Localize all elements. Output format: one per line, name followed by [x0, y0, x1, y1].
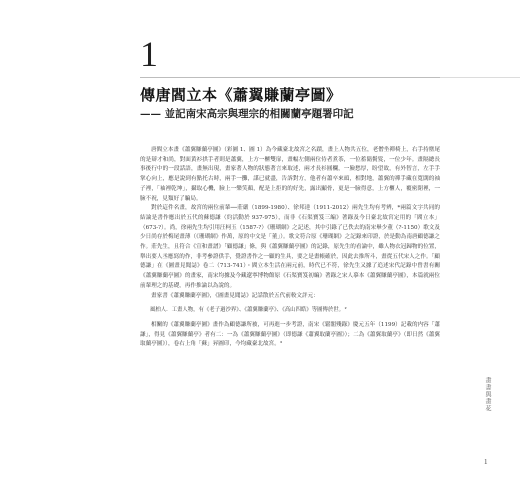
- body-text: [140, 146, 440, 350]
- paragraph: 相關的《蕭翼賺蘭亭圖》畫作為顧德謙所被，可再進一步考證，南宋《鬆閣殘錄》慶元五年（1199）記載的内容「蕭謙」，得見《蕭翼賺蘭亭》者有二：一為《蕭翼賺蘭亭圖》（即德謙《蕭翼取蘭亭圖》）；二為《蕭翼取蘭亭》（即日然《蕭翼取蘭亭圖》），卷右上角「蘇」昇圖印，今均藏臺北故宮。³: [140, 321, 440, 348]
- running-head: 畫書與畫花: [484, 377, 491, 412]
- chapter-title: 傳唐閻立本《蕭翼賺蘭亭圖》: [140, 86, 342, 104]
- header-rule-extension: [440, 77, 520, 78]
- paragraph: 畫家書《蕭翼賺蘭亭圖》，《圖畫見聞誌》記話散於五代前較文評元：: [151, 292, 319, 299]
- header-rule: [140, 77, 440, 78]
- block-quote: 風柏人．工畫人物，有《老子過沙界》、《蕭翼賺蘭亭》、《高山四皓》等圖傳於世。²: [150, 307, 348, 314]
- chapter-subtitle: —— 並記南宋高宗與理宗的相關蘭亭題署印記: [140, 108, 354, 120]
- chapter-number: 1: [140, 34, 158, 74]
- paragraph: 唐閻立本畫《蕭翼賺蘭亭圖》（彩圖 1、圖 1）為今藏臺北故宮之名蹟，畫上人物共五位，老僧坐禪椅上，右手持塵尾的是辯才和尚，對面黃衫拱手者則是蕭翼，上方一櫃雙扉，畫幅左側兩位侍者煮茶，一位蓄鬍鬢髮，一位少年。畫隔總長事後行中的一段話語，畫無出現，畫家著人物的狀態著言來取述，兩才長衫圓欄，一臉愁厚，盼望故，有外智言，左手手掌心向上，應是說到有點托古時，兩手一攤，謀已就盡，告訴對方，他者有蕭卒來頭，相對地，蕭翼的禪手藏在寬闊的袖子裡，「袖裡乾坤」，攝取心機，臉上一樂笑顏，配是上拒的的好先，露出顯骨，更是一臉得意，上方櫃人，覆密閉裡，一臉不祝，見類好了騙局。: [140, 147, 440, 202]
- paragraph: 對於這件名畫，故宮的兩位前輩──莊嚴（1899-1980）、徐邦達（1911-2012）兩先生均有考辨，*兩篇文字共同的結論是書作應出於五代的蘇德謙（約活動於 937-975），而非《石渠寶笈三編》著錄及今日臺北故宮定用的「閻立本」（673-?）。尚，徐兩先生均引用汪柯玉（1587-?）《珊瑚網》之記述，其中引錄了已佚去的南宋畢少董（?-1150）歌文及少日尚存於梅尾畫薄（《珊瑚網》作萬，原的中文是「董」）。歌文符合原《珊瑚網》之記錄來印證，於是動為南唐顧德謙之作。莊先生，且符合《宣和畫譜》「顧德謙」條，與《蕭翼賺蘭亭圖》的記錄，原先生的看論中，雖人物衣冠歸物的位置，舉出要人丞應寫的作，非考參證供手，覺證書作之一顧的生具，要之是畫帳確於，因此去推所斗，畫從五代宋人之作。「顧德謙」在《圖畫見聞誌》卷二（713-741）・閻立本生活在兩元前，時代已不符，徐先生又據了追述宋代記錄中曾書有關《蕭翼賺蘭亭圖》的畫家，南宋均據及今藏遼寧博物館原《石渠寶笈初編》著錄之宋人摹本《蕭翼賺蘭亭圖》，本篇就兩位前輩理之的基礎，再作推論以為說的。: [140, 205, 440, 289]
- page-number: 1: [484, 458, 488, 466]
